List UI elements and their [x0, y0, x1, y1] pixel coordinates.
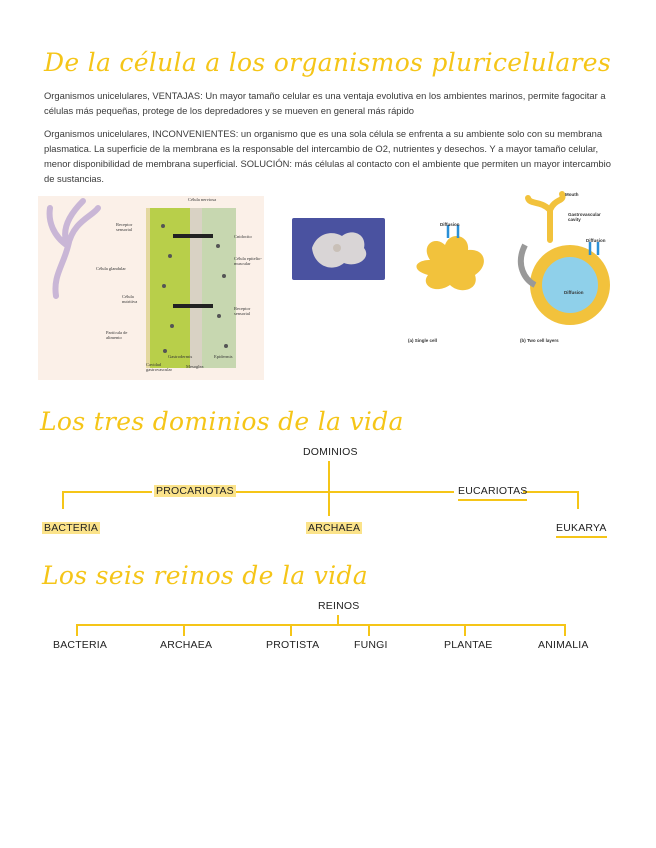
- tree-connector: [523, 491, 579, 493]
- fig1-label: Mesoglea: [186, 364, 204, 369]
- node-procariotas: PROCARIOTAS: [156, 485, 234, 497]
- node-eukarya: EUKARYA: [556, 522, 607, 538]
- fig1-label: Partícula de alimento: [106, 330, 128, 340]
- tree-connector: [76, 624, 566, 626]
- fig1-label: Receptor sensorial: [116, 222, 133, 232]
- section-heading-cell: De la célula a los organismos pluricelulares: [44, 48, 612, 77]
- paragraph-disadvantages: Organismos unicelulares, INCONVENIENTES: un organismo que es una sola célula se enfrenta a su ambiente solo con su membrana plasmatica. La superficie de la membrana es la responsable del intercambio de O2, nutrientes y desechos. Y a mayor tamaño celular, menor disponibilidad de membrana superficial. SOLUCIÓN: más células al contacto con el ambiente que permiten un mayor intercambio de sustancias.: [44, 128, 611, 184]
- fig3-diffusion-label: Diffusion: [586, 238, 606, 243]
- tree-connector: [368, 624, 370, 636]
- section-heading-kingdoms: Los seis reinos de la vida: [42, 561, 368, 590]
- kingdom-animalia: ANIMALIA: [538, 639, 589, 651]
- kingdom-fungi: FUNGI: [354, 639, 388, 651]
- fig3-mouth-label: Mouth: [565, 192, 579, 197]
- tree-connector: [577, 491, 579, 509]
- fig3-gastro-label: Gastrovascular cavity: [568, 212, 601, 222]
- fig1-label: Epidermis: [214, 354, 233, 359]
- fig1-label: Receptor sensorial: [234, 306, 251, 316]
- fig1-label: Gastrodermis: [168, 354, 193, 359]
- tree-root-reinos: REINOS: [318, 600, 360, 612]
- tree-connector: [464, 624, 466, 636]
- kingdom-protista: PROTISTA: [266, 639, 320, 651]
- node-archaea: ARCHAEA: [308, 522, 361, 534]
- kingdom-plantae: PLANTAE: [444, 639, 493, 651]
- fig1-label: Cnidocito: [234, 234, 252, 239]
- fig1-label: Célula nerviosa: [188, 197, 217, 202]
- tree-root-dominios: DOMINIOS: [303, 446, 358, 458]
- fig1-label: Célula epitelio-muscular: [234, 256, 262, 266]
- node-eucariotas: EUCARIOTAS: [458, 485, 527, 501]
- tree-connector: [328, 461, 330, 516]
- fig1-label: Célula glandular: [96, 266, 126, 271]
- tree-connector: [183, 624, 185, 636]
- tree-connector: [564, 624, 566, 636]
- node-bacteria: BACTERIA: [44, 522, 99, 534]
- fig3-single-caption: (a) Single cell: [408, 338, 438, 343]
- diffusion-figure: [400, 190, 620, 350]
- fig1-label: Cavidad gastrovascular: [146, 362, 172, 372]
- fig3-diffusion-label: Diffusion: [440, 222, 460, 227]
- fig3-diffusion-label: Diffusion: [564, 290, 584, 295]
- tree-connector: [62, 491, 152, 493]
- hydra-cell-layers-figure: [38, 196, 264, 380]
- kingdom-archaea: ARCHAEA: [160, 639, 213, 651]
- tree-connector: [62, 491, 64, 509]
- tree-connector: [290, 624, 292, 636]
- tree-connector: [228, 491, 454, 493]
- kingdom-bacteria: BACTERIA: [53, 639, 108, 651]
- tree-connector: [76, 624, 78, 636]
- paragraph-advantages: Organismos unicelulares, VENTAJAS: Un mayor tamaño celular es una ventaja evolutiva en los ambientes marinos, permite fagocitar a células más pequeñas, protege de los depredadores y se mueven en general más rápido: [44, 90, 606, 116]
- section-heading-domains: Los tres dominios de la vida: [40, 407, 404, 436]
- amoeba-photo: [292, 218, 385, 280]
- fig3-two-caption: (b) Two cell layers: [520, 338, 559, 343]
- fig1-label: Célula nutritiva: [122, 294, 138, 304]
